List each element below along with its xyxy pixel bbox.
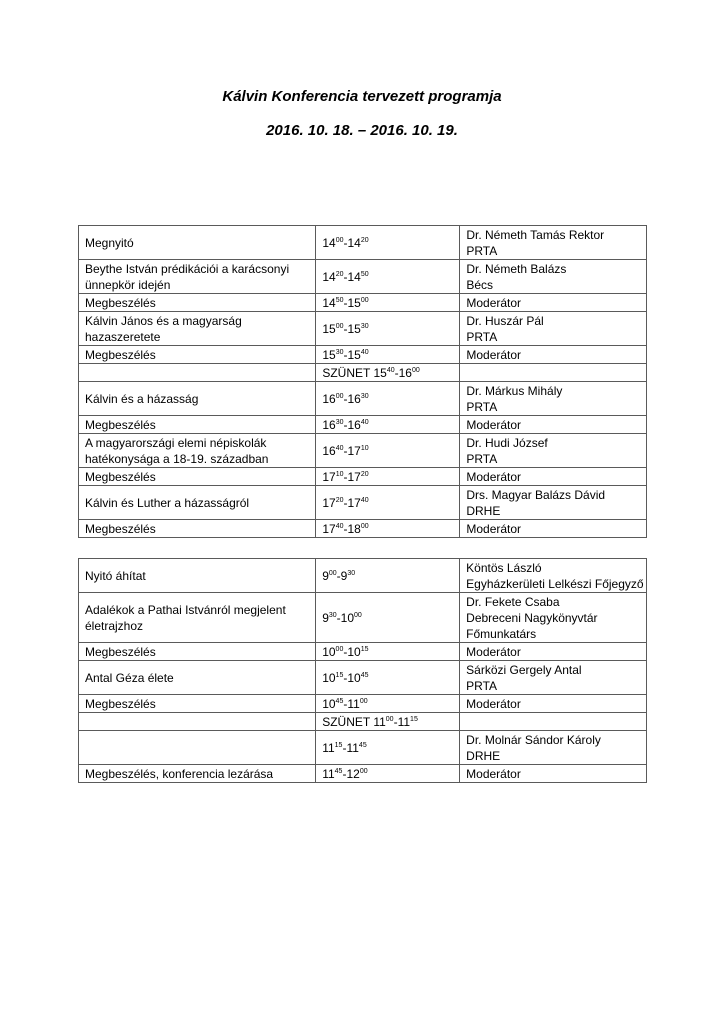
topic-cell [79, 643, 316, 661]
speaker-organization: DRHE [466, 748, 501, 763]
start-minute: 30 [335, 418, 344, 426]
topic-cell [79, 695, 316, 713]
time-dash: - [343, 644, 348, 659]
time-cell [316, 713, 460, 731]
end-hour: 17 [347, 443, 361, 458]
start-minute: 45 [335, 697, 344, 705]
document-title: Kálvin Konferencia tervezett programja [222, 88, 502, 105]
speaker-cell [460, 346, 647, 364]
day2-schedule-table [78, 558, 647, 783]
schedule-row [79, 643, 647, 661]
start-minute: 45 [334, 767, 343, 775]
topic-text: Megbeszélés [85, 696, 156, 711]
start-hour: 11 [322, 740, 335, 755]
time-dash: - [343, 321, 348, 336]
speaker-name: Moderátor [466, 766, 521, 781]
end-hour: 11 [346, 740, 359, 755]
time-cell [316, 382, 460, 416]
time-dash: - [343, 295, 348, 310]
speaker-name: Moderátor [466, 469, 522, 484]
start-minute: 00 [335, 322, 344, 330]
topic-text: Kálvin és Luther a házasságról [85, 495, 250, 510]
time-dash: - [342, 740, 347, 755]
topic-cell [79, 416, 316, 434]
schedule-row [79, 346, 647, 364]
start-hour: 15 [322, 347, 336, 362]
topic-text: Megbeszélés [85, 644, 156, 659]
time-cell [316, 695, 460, 713]
schedule-row [79, 312, 647, 346]
end-hour: 10 [347, 670, 361, 685]
end-hour: 10 [340, 610, 355, 625]
end-minute: 00 [360, 296, 369, 304]
speaker-organization: Bécs [466, 277, 494, 292]
start-minute: 10 [335, 470, 344, 478]
topic-cell [79, 713, 316, 731]
topic-cell [79, 434, 316, 468]
start-hour: 16 [322, 443, 336, 458]
topic-cell [79, 382, 316, 416]
speaker-cell [460, 765, 647, 783]
speaker-cell [460, 364, 647, 382]
topic-cell [79, 364, 316, 382]
end-minute: 30 [360, 322, 369, 330]
topic-text: A magyarországi elemi népiskolák [85, 435, 267, 450]
start-hour: 16 [322, 391, 336, 406]
end-hour: 15 [347, 321, 361, 336]
time-dash: - [343, 347, 348, 362]
speaker-name: Sárközi Gergely Antal [466, 662, 582, 677]
schedule-row [79, 364, 647, 382]
speaker-cell [460, 559, 647, 593]
schedule-row [79, 593, 647, 643]
start-hour: 9 [322, 610, 329, 625]
topic-cell [79, 312, 316, 346]
speaker-organization: PRTA [466, 329, 498, 344]
end-minute: 00 [411, 366, 420, 374]
end-hour: 16 [398, 365, 412, 380]
end-minute: 50 [360, 270, 369, 278]
start-hour: 14 [322, 295, 336, 310]
time-dash: - [343, 443, 348, 458]
break-label: SZÜNET [322, 365, 374, 380]
topic-cell [79, 765, 316, 783]
speaker-name: Drs. Magyar Balázs Dávid [466, 487, 606, 502]
time-cell [316, 661, 460, 695]
time-dash: - [394, 365, 399, 380]
start-minute: 00 [328, 569, 337, 577]
end-minute: 20 [360, 236, 369, 244]
topic-text: Beythe István prédikációi a karácsonyi [85, 261, 290, 276]
start-hour: 9 [322, 568, 329, 583]
topic-cell [79, 559, 316, 593]
time-dash: - [343, 495, 348, 510]
topic-text: Antal Géza élete [85, 670, 174, 685]
time-dash: - [336, 610, 341, 625]
schedule-row [79, 661, 647, 695]
start-minute: 15 [335, 671, 344, 679]
speaker-name: Dr. Hudi József [466, 435, 548, 450]
schedule-row [79, 226, 647, 260]
time-cell [316, 559, 460, 593]
speaker-name: Dr. Márkus Mihály [466, 383, 563, 398]
end-minute: 15 [410, 715, 418, 723]
end-minute: 45 [358, 741, 367, 749]
topic-text: Adalékok a Pathai Istvánról megjelent [85, 602, 286, 617]
topic-text-line2: hatékonysága a 18-19. században [85, 451, 269, 466]
time-cell [316, 416, 460, 434]
speaker-name: Dr. Németh Balázs [466, 261, 567, 276]
schedule-row [79, 434, 647, 468]
break-label: SZÜNET [322, 714, 374, 729]
time-cell [316, 294, 460, 312]
time-cell [316, 260, 460, 294]
time-cell [316, 468, 460, 486]
topic-text: Megbeszélés [85, 469, 156, 484]
schedule-row [79, 260, 647, 294]
schedule-row [79, 731, 647, 765]
speaker-cell [460, 661, 647, 695]
start-minute: 00 [335, 236, 344, 244]
speaker-name: Dr. Huszár Pál [466, 313, 544, 328]
start-minute: 40 [335, 444, 344, 452]
time-dash: - [393, 714, 398, 729]
speaker-organization: PRTA [466, 678, 498, 693]
time-cell [316, 643, 460, 661]
topic-cell [79, 346, 316, 364]
schedule-row [79, 468, 647, 486]
topic-text: Megbeszélés [85, 295, 156, 310]
time-cell [316, 434, 460, 468]
start-hour: 15 [322, 321, 336, 336]
topic-cell [79, 294, 316, 312]
end-hour: 15 [347, 347, 361, 362]
topic-cell [79, 593, 316, 643]
document-dates: 2016. 10. 18. – 2016. 10. 19. [266, 122, 458, 139]
topic-text: Nyitó áhítat [85, 568, 146, 583]
start-hour: 10 [322, 670, 336, 685]
start-minute: 40 [386, 366, 395, 374]
topic-text: Kálvin János és a magyarság [85, 313, 242, 328]
schedule-row [79, 416, 647, 434]
speaker-cell [460, 713, 647, 731]
time-cell [316, 486, 460, 520]
topic-text: Megbeszélés [85, 521, 156, 536]
start-minute: 15 [334, 741, 343, 749]
start-hour: 17 [322, 495, 336, 510]
end-minute: 40 [360, 496, 369, 504]
speaker-cell [460, 520, 647, 538]
topic-cell [79, 731, 316, 765]
speaker-cell [460, 593, 647, 643]
topic-cell [79, 468, 316, 486]
time-dash: - [343, 235, 348, 250]
speaker-name: Köntös László [466, 560, 542, 575]
topic-text: Megnyitó [85, 235, 134, 250]
speaker-name: Moderátor [466, 696, 521, 711]
start-hour: 17 [322, 469, 336, 484]
time-dash: - [343, 521, 348, 536]
schedule-row [79, 713, 647, 731]
end-minute: 45 [360, 671, 369, 679]
end-minute: 00 [359, 767, 368, 775]
speaker-cell [460, 416, 647, 434]
speaker-organization: PRTA [466, 451, 498, 466]
time-cell [316, 226, 460, 260]
end-hour: 18 [347, 521, 361, 536]
topic-text-line2: ünnepkör idején [85, 277, 171, 292]
end-hour: 17 [347, 495, 361, 510]
end-minute: 30 [360, 392, 369, 400]
time-cell [316, 731, 460, 765]
start-minute: 00 [335, 392, 344, 400]
speaker-name: Moderátor [466, 417, 522, 432]
end-hour: 11 [397, 714, 411, 729]
topic-cell [79, 661, 316, 695]
start-minute: 50 [335, 296, 344, 304]
end-hour: 14 [347, 269, 361, 284]
schedule-row [79, 382, 647, 416]
schedule-row [79, 520, 647, 538]
end-minute: 15 [360, 645, 369, 653]
speaker-name: Dr. Fekete Csaba [466, 594, 560, 609]
start-minute: 00 [385, 715, 394, 723]
end-minute: 40 [360, 418, 369, 426]
start-minute: 30 [335, 348, 344, 356]
time-dash: - [343, 391, 348, 406]
end-minute: 30 [347, 569, 356, 577]
start-minute: 30 [328, 611, 337, 619]
schedule-row [79, 559, 647, 593]
start-hour: 14 [322, 235, 336, 250]
speaker-cell [460, 434, 647, 468]
end-hour: 15 [347, 295, 361, 310]
time-cell [316, 765, 460, 783]
topic-cell [79, 226, 316, 260]
time-cell [316, 346, 460, 364]
time-dash: - [336, 568, 341, 583]
speaker-cell [460, 643, 647, 661]
speaker-cell [460, 312, 647, 346]
speaker-cell [460, 226, 647, 260]
start-hour: 16 [322, 417, 336, 432]
end-hour: 16 [347, 417, 361, 432]
speaker-cell [460, 260, 647, 294]
speaker-name: Moderátor [466, 521, 522, 536]
start-hour: 14 [322, 269, 336, 284]
schedule-row [79, 294, 647, 312]
end-hour: 9 [340, 568, 348, 583]
topic-text: Megbeszélés [85, 417, 156, 432]
end-hour: 17 [347, 469, 361, 484]
time-dash: - [343, 670, 348, 685]
speaker-organization-line2: Főmunkatárs [466, 626, 537, 641]
topic-text: Megbeszélés, konferencia lezárása [85, 766, 274, 781]
topic-cell [79, 520, 316, 538]
speaker-organization: DRHE [466, 503, 501, 518]
day1-schedule-table [78, 225, 647, 538]
end-minute: 20 [360, 470, 369, 478]
end-hour: 11 [347, 696, 360, 711]
speaker-cell [460, 294, 647, 312]
schedule-row [79, 695, 647, 713]
time-dash: - [343, 469, 348, 484]
topic-text-line2: életrajzhoz [85, 618, 144, 633]
time-cell [316, 520, 460, 538]
time-cell [316, 312, 460, 346]
start-minute: 20 [335, 270, 344, 278]
start-hour: 11 [322, 766, 335, 781]
speaker-cell [460, 468, 647, 486]
time-cell [316, 593, 460, 643]
speaker-name: Moderátor [466, 295, 522, 310]
start-hour: 11 [373, 714, 386, 729]
time-cell [316, 364, 460, 382]
end-minute: 10 [360, 444, 369, 452]
end-minute: 00 [360, 522, 369, 530]
topic-text-line2: hazaszeretete [85, 329, 161, 344]
schedule-row [79, 486, 647, 520]
topic-cell [79, 486, 316, 520]
schedule-row [79, 765, 647, 783]
start-hour: 15 [373, 365, 387, 380]
speaker-cell [460, 731, 647, 765]
topic-text: Kálvin és a házasság [85, 391, 199, 406]
speaker-name: Dr. Németh Tamás Rektor [466, 227, 605, 242]
time-dash: - [343, 696, 348, 711]
speaker-organization: Egyházkerületi Lelkészi Főjegyző [466, 576, 644, 591]
speaker-name: Dr. Molnár Sándor Károly [466, 732, 601, 747]
start-minute: 20 [335, 496, 344, 504]
start-hour: 10 [322, 696, 336, 711]
speaker-organization: PRTA [466, 243, 498, 258]
end-minute: 00 [354, 611, 362, 619]
end-minute: 40 [360, 348, 369, 356]
speaker-cell [460, 486, 647, 520]
start-hour: 10 [322, 644, 336, 659]
time-dash: - [343, 269, 348, 284]
speaker-organization: Debreceni Nagykönyvtár [466, 610, 598, 625]
speaker-organization: PRTA [466, 399, 498, 414]
speaker-name: Moderátor [466, 347, 522, 362]
start-hour: 17 [322, 521, 336, 536]
time-dash: - [342, 766, 347, 781]
end-minute: 00 [359, 697, 368, 705]
end-hour: 10 [347, 644, 361, 659]
end-hour: 16 [347, 391, 361, 406]
speaker-cell [460, 382, 647, 416]
start-minute: 00 [335, 645, 344, 653]
topic-cell [79, 260, 316, 294]
time-dash: - [343, 417, 348, 432]
end-hour: 12 [346, 766, 360, 781]
speaker-cell [460, 695, 647, 713]
topic-text: Megbeszélés [85, 347, 156, 362]
speaker-name: Moderátor [466, 644, 521, 659]
start-minute: 40 [335, 522, 344, 530]
end-hour: 14 [347, 235, 361, 250]
